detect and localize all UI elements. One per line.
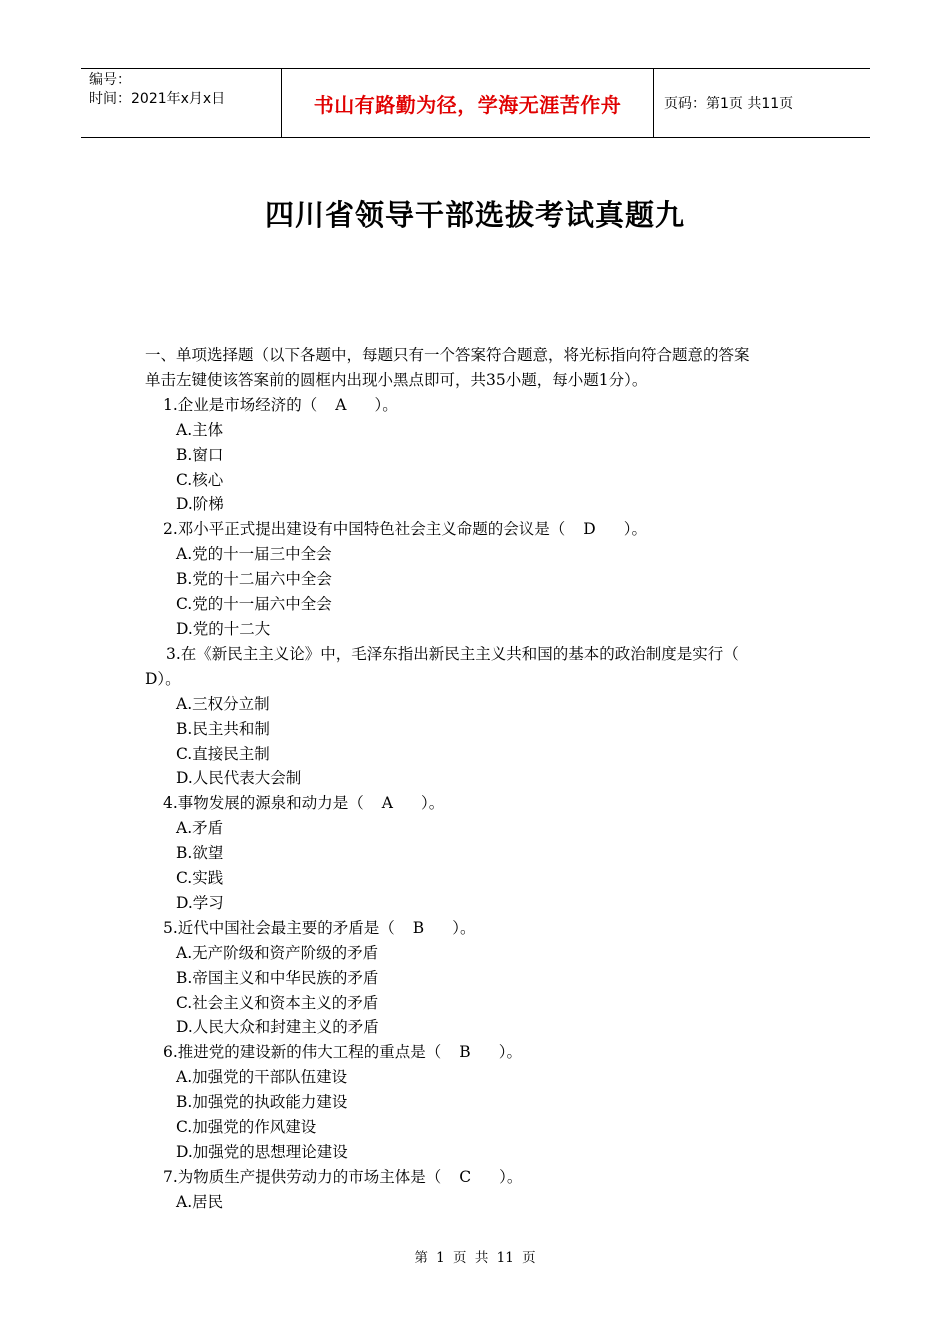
option-item: B.帝国主义和中华民族的矛盾	[176, 968, 379, 987]
option-item: A.无产阶级和资产阶级的矛盾	[176, 943, 379, 962]
document-title: 四川省领导干部选拔考试真题九	[264, 198, 685, 232]
question-stem: 2.邓小平正式提出建设有中国特色社会主义命题的会议是（ D ）。	[145, 517, 810, 542]
option-item: B.加强党的执政能力建设	[176, 1093, 348, 1112]
option-item: B.民主共和制	[176, 719, 270, 738]
option-item: D.人民代表大会制	[176, 769, 302, 788]
answer-value: B	[412, 918, 425, 937]
option-item: B.窗口	[176, 445, 224, 464]
question-stem: 6.推进党的建设新的伟大工程的重点是（ B ）。	[145, 1040, 810, 1065]
option-item: A.加强党的干部队伍建设	[176, 1068, 348, 1087]
number-label: 编号：	[89, 72, 131, 88]
option-item: D.阶梯	[176, 495, 224, 514]
option-item: C.核心	[176, 470, 224, 489]
answer-value: C	[459, 1167, 472, 1186]
time-label: 时间：2021年x月x日	[89, 91, 226, 107]
answer-value: A	[335, 395, 347, 414]
header-table	[81, 68, 870, 138]
section-intro-line: 一、单项选择题（以下各题中，每题只有一个答案符合题意，将光标指向符合题意的答案	[145, 346, 750, 364]
option-item: C.社会主义和资本主义的矛盾	[176, 993, 379, 1012]
question-stem: 4.事物发展的源泉和动力是（ A ）。	[145, 791, 810, 816]
question-stem: 7.为物质生产提供劳动力的市场主体是（ C ）。	[145, 1165, 810, 1190]
question-stem: 5.近代中国社会最主要的矛盾是（ B ）。	[145, 916, 810, 941]
section-intro-line: 单击左键使该答案前的圆框内出现小黑点即可，共35小题，每小题1分）。	[145, 370, 648, 389]
answer-value: A	[381, 794, 393, 813]
page-footer: 第 1 页 共 11 页	[414, 1250, 536, 1266]
option-item: A.主体	[176, 420, 224, 439]
option-item: B.党的十二届六中全会	[176, 570, 332, 589]
document-body	[145, 343, 810, 1215]
option-item: A.三权分立制	[176, 694, 270, 713]
question-stem: 1.企业是市场经济的（ A ）。	[145, 393, 810, 418]
answer-value: B	[459, 1043, 471, 1062]
header-page-info: 页码：第1页 共11页	[664, 96, 794, 112]
option-item: B.欲望	[176, 844, 224, 863]
question-stem-continued: D）。	[145, 669, 181, 688]
option-item: C.直接民主制	[176, 744, 270, 763]
option-item: A.党的十一届三中全会	[176, 545, 332, 564]
option-item: A.居民	[176, 1192, 224, 1211]
option-item: D.党的十二大	[176, 619, 271, 638]
option-item: D.学习	[176, 893, 224, 912]
header-meta	[81, 69, 281, 137]
option-item: A.矛盾	[176, 819, 224, 838]
option-item: D.人民大众和封建主义的矛盾	[176, 1018, 379, 1037]
question-stem: 3.在《新民主主义论》中，毛泽东指出新民主主义共和国的基本的政治制度是实行（	[166, 644, 739, 663]
option-item: C.实践	[176, 869, 224, 888]
option-item: C.党的十一届六中全会	[176, 595, 332, 614]
option-item: D.加强党的思想理论建设	[176, 1143, 348, 1161]
header-motto: 书山有路勤为径，学海无涯苦作舟	[281, 69, 654, 137]
option-item: C.加强党的作风建设	[176, 1118, 317, 1137]
answer-value: D	[583, 520, 596, 539]
